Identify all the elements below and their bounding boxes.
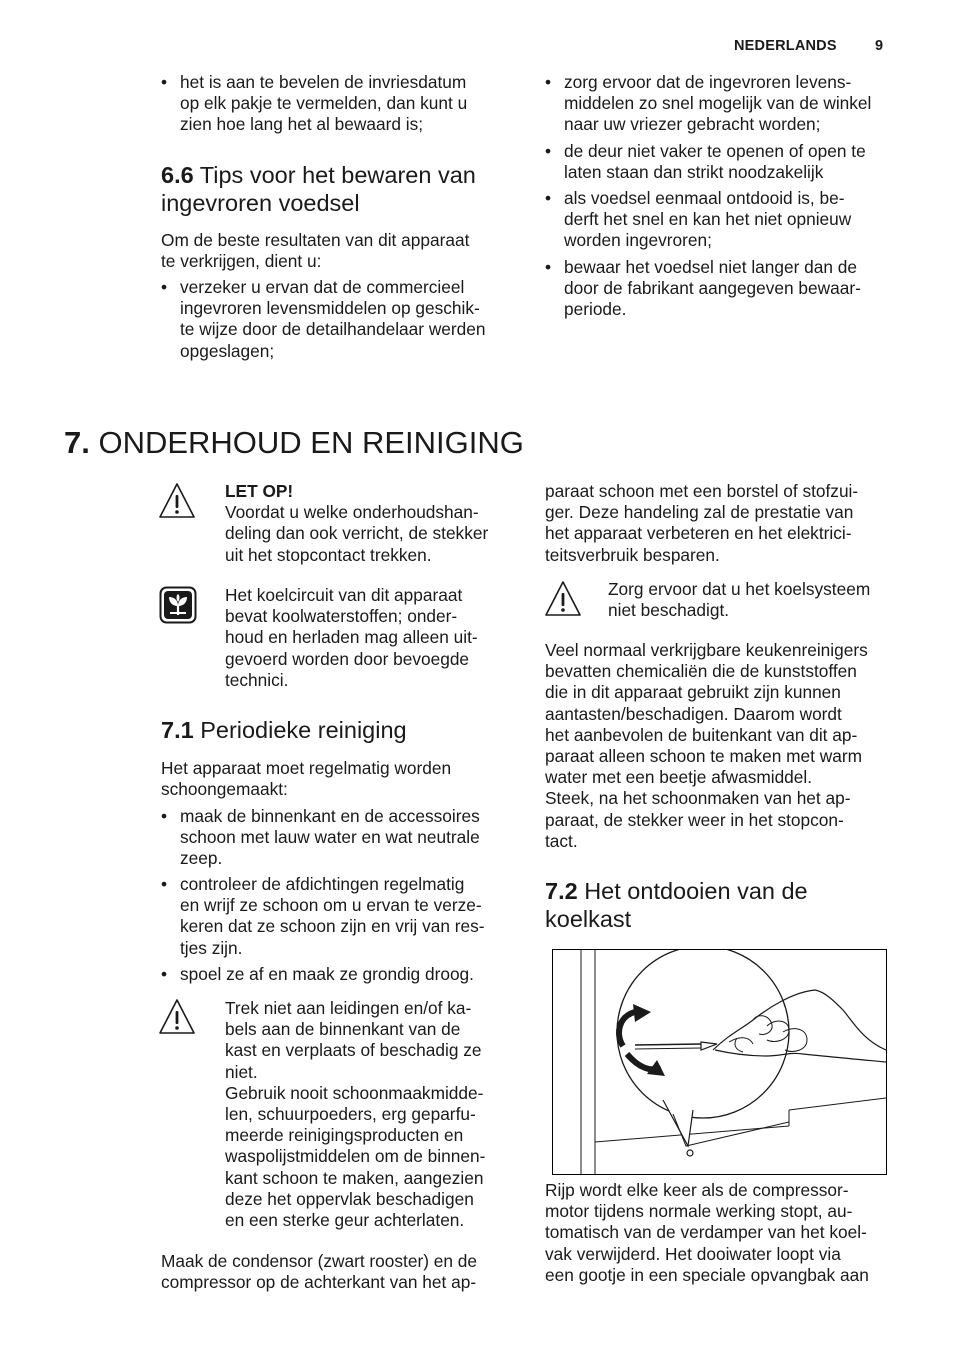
list-item-line: als voedsel eenmaal ontdooid is, be- <box>564 188 845 208</box>
cleaners-paragraph <box>545 640 905 852</box>
section-heading-7-2 <box>545 877 905 933</box>
note-line: houd en herladen mag alleen uit- <box>225 627 478 648</box>
chapter-title: ONDERHOUD EN REINIGING <box>89 425 524 460</box>
section-intro <box>161 758 521 800</box>
list-item-line: worden ingevroren; <box>564 230 712 251</box>
note-line: bevat koolwaterstoffen; onder- <box>225 606 458 627</box>
environment-plant-icon <box>159 586 197 624</box>
section-title-line: Het ontdooien van de <box>577 878 808 904</box>
warning-line: bels aan de binnenkant van de <box>225 1019 461 1040</box>
list-item-line: door de fabrikant aangegeven bewaar- <box>564 278 861 299</box>
paragraph-line: aantasten/beschadigen. Daarom wordt <box>545 703 842 724</box>
list-item: • maak de binnenkant en de accessoires schoon met lauw water en wat neutrale zeep. <box>161 806 521 870</box>
list-item-line: keren dat ze schoon zijn en vrij van res- <box>180 916 485 937</box>
note-line: gevoerd worden door bevoegde <box>225 648 470 669</box>
list-item-line: zeep. <box>180 848 223 869</box>
header-language: NEDERLANDS <box>734 38 837 54</box>
section-title-line: Tips voor het bewaren van <box>193 162 476 188</box>
list-item: • als voedsel eenmaal ontdooid is, be- derft het snel en kan het niet opnieuw worden ingevroren; <box>545 188 905 252</box>
warning-line: len, schuurpoeders, erg geparfu- <box>225 1104 476 1125</box>
warning-line: waspolijstmiddelen om de binnen- <box>225 1146 486 1167</box>
list-item-line: zorg ervoor dat de ingevroren levens- <box>564 72 852 92</box>
list-item-line: op elk pakje te vermelden, dan kunt u <box>180 93 468 114</box>
warning-title: LET OP! <box>225 481 294 501</box>
section-number: 6.6 <box>161 162 194 188</box>
condensor-paragraph-continued <box>545 481 905 566</box>
paragraph-line: bevatten chemicaliën die de kunststoffen <box>545 661 857 682</box>
intro-line: te verkrijgen, dient u: <box>161 251 322 272</box>
chapter-heading <box>64 425 524 461</box>
warning-line: Gebruik nooit schoonmaakmidde- <box>225 1082 484 1103</box>
list-item-line: derft het snel en kan het niet opnieuw <box>564 209 852 230</box>
warning-line: deze het oppervlak beschadigen <box>225 1188 474 1209</box>
list-item: • zorg ervoor dat de ingevroren levens- middelen zo snel mogelijk van de winkel naar uw vriezer gebracht worden; <box>545 72 905 136</box>
list-item-line: opgeslagen; <box>180 340 275 361</box>
paragraph-line: het aanbevolen de buitenkant van dit ap- <box>545 724 858 745</box>
paragraph-line: Steek, na het schoonmaken van het ap- <box>545 788 851 809</box>
paragraph-line: een gootje in een speciale opvangbak aan <box>545 1264 869 1285</box>
list-item-line: middelen zo snel mogelijk van de winkel <box>564 93 872 114</box>
list-item: • bewaar het voedsel niet langer dan de door de fabrikant aangegeven bewaar- periode. <box>545 257 905 321</box>
list-item-line: de deur niet vaker te openen of open te <box>564 141 866 161</box>
warning-line: uit het stopcontact trekken. <box>225 544 432 565</box>
paragraph-line: paraat, de stekker weer in het stopcon- <box>545 809 844 830</box>
paragraph-line: paraat schoon met een borstel of stofzui- <box>545 481 859 501</box>
list-item-line: tjes zijn. <box>180 937 243 958</box>
section-title-line: koelkast <box>545 906 632 932</box>
paragraph-line: tomatisch van de verdamper van het koel- <box>545 1222 867 1243</box>
paragraph-line: Veel normaal verkrijgbare keukenreinigers <box>545 640 868 660</box>
paragraph-line: tact. <box>545 830 578 851</box>
paragraph-line: teitsverbruik besparen. <box>545 544 720 565</box>
section-intro <box>161 230 521 272</box>
paragraph-line: ger. Deze handeling zal de prestatie van <box>545 502 854 523</box>
list-item: • de deur niet vaker te openen of open te laten staan dan strikt noodzakelijk <box>545 141 905 183</box>
list-item: • verzeker u ervan dat de commercieel ingevroren levensmiddelen op geschik- te wijze door de detailhandelaar werden opgeslagen; <box>161 277 521 362</box>
list-item: • controleer de afdichtingen regelmatig en wrijf ze schoon om u ervan te verze- keren dat ze schoon zijn en vrij van res- tjes zijn. <box>161 874 521 959</box>
note-line: Het koelcircuit van dit apparaat <box>225 585 463 605</box>
paragraph-line: Maak de condensor (zwart rooster) en de <box>161 1251 478 1271</box>
intro-line: Het apparaat moet regelmatig worden <box>161 758 452 778</box>
warning-note <box>225 481 525 566</box>
paragraph-line: Rijp wordt elke keer als de compressor- <box>545 1180 849 1200</box>
warning-line: meerde reinigingsproducten en <box>225 1125 464 1146</box>
warning-triangle-icon <box>158 481 196 521</box>
warning-line: en een sterke geur achterlaten. <box>225 1210 465 1231</box>
section-heading-6-6 <box>161 161 521 217</box>
section-title-line: ingevroren voedsel <box>161 190 360 216</box>
paragraph-line: compressor op de achterkant van het ap- <box>161 1272 477 1293</box>
paragraph-line: water met een beetje afwasmiddel. <box>545 767 813 788</box>
defrost-illustration <box>552 949 887 1175</box>
list-item: • spoel ze af en maak ze grondig droog. <box>161 964 521 985</box>
section-heading-7-1 <box>161 716 407 744</box>
list-item-line: bewaar het voedsel niet langer dan de <box>564 257 858 277</box>
paragraph-line: die in dit apparaat gebruikt zijn kunnen <box>545 682 841 703</box>
paragraph-line: motor tijdens normale werking stopt, au- <box>545 1201 853 1222</box>
warning-line: niet beschadigt. <box>608 600 730 621</box>
section-number: 7.1 <box>161 717 194 743</box>
environment-note <box>225 585 525 691</box>
list-item-line: laten staan dan strikt noodzakelijk <box>564 162 824 183</box>
page-number: 9 <box>874 38 884 54</box>
warning-triangle-icon <box>544 579 582 619</box>
warning-line: Trek niet aan leidingen en/of ka- <box>225 998 472 1018</box>
chapter-number: 7. <box>64 425 90 460</box>
warning-line: kast en verplaats of beschadig ze <box>225 1040 482 1061</box>
list-item-line: te wijze door de detailhandelaar werden <box>180 319 486 340</box>
intro-line: Om de beste resultaten van dit apparaat <box>161 230 470 250</box>
list-item-line: zien hoe lang het al bewaard is; <box>180 114 424 135</box>
list-item-line: periode. <box>564 299 627 320</box>
note-line: technici. <box>225 669 289 690</box>
list-item-line: controleer de afdichtingen regelmatig <box>180 874 465 894</box>
warning-note <box>608 579 908 621</box>
defrost-paragraph <box>545 1180 905 1286</box>
paragraph-line: het apparaat verbeteren en het elektrici- <box>545 523 852 544</box>
list-item-line: maak de binnenkant en de accessoires <box>180 806 480 826</box>
list-item-line: ingevroren levensmiddelen op geschik- <box>180 298 480 319</box>
defrost-drain-cleaning-illustration <box>553 950 886 1174</box>
warning-note <box>225 998 525 1231</box>
warning-line: Zorg ervoor dat u het koelsysteem <box>608 579 871 599</box>
warning-line: kant schoon te maken, aangezien <box>225 1167 484 1188</box>
paragraph-line: vak verwijderd. Het dooiwater loopt via <box>545 1243 841 1264</box>
list-item-line: spoel ze af en maak ze grondig droog. <box>180 964 474 984</box>
warning-line: Voordat u welke onderhoudshan- <box>225 502 479 523</box>
warning-line: niet. <box>225 1061 258 1082</box>
list-item-line: en wrijf ze schoon om u ervan te verze- <box>180 895 482 916</box>
intro-line: schoongemaakt: <box>161 779 288 800</box>
list-item-line: verzeker u ervan dat de commercieel <box>180 277 465 297</box>
list-item-line: het is aan te bevelen de invriesdatum <box>180 72 467 92</box>
paragraph-line: paraat alleen schoon te maken met warm <box>545 746 862 767</box>
warning-line: deling dan ook verricht, de stekker <box>225 523 489 544</box>
list-item: • het is aan te bevelen de invriesdatum op elk pakje te vermelden, dan kunt u zien hoe lang het al bewaard is; <box>161 72 521 136</box>
section-title: Periodieke reiniging <box>193 717 407 743</box>
warning-triangle-icon <box>158 997 196 1037</box>
running-header <box>734 38 883 54</box>
condensor-paragraph <box>161 1251 521 1293</box>
section-number: 7.2 <box>545 878 578 904</box>
list-item-line: schoon met lauw water en wat neutrale <box>180 827 480 848</box>
list-item-line: naar uw vriezer gebracht worden; <box>564 114 821 135</box>
